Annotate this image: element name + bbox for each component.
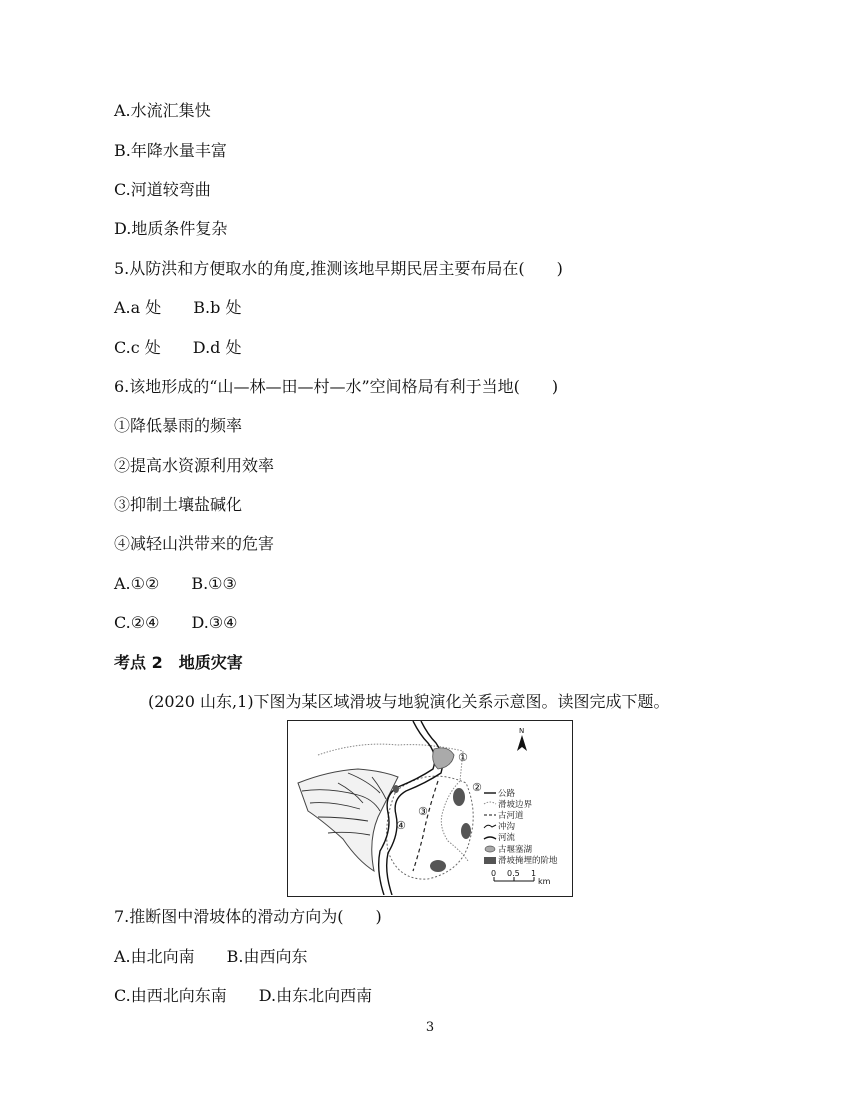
page-number: 3 [425, 1020, 435, 1035]
north-arrow-icon [517, 727, 527, 751]
q6-item-2: ②提高水资源利用效率 [114, 456, 275, 475]
q6-item-3: ③抑制土壤盐碱化 [114, 495, 243, 514]
dammed-lake [433, 748, 454, 769]
q6-item-4: ④减轻山洪带来的危害 [114, 534, 275, 553]
marker-4: ④ [396, 819, 406, 832]
q7-options-cd: C.由西北向东南 D.由东北向西南 [114, 986, 373, 1005]
legend-dammed-lake: 古堰塞湖 [498, 845, 533, 855]
legend-road: 公路 [498, 789, 516, 799]
q4-option-a: A.水流汇集快 [114, 101, 211, 120]
legend-ancient-channel: 古河道 [498, 811, 524, 821]
q7-stem: 7.推断图中滑坡体的滑动方向为( ) [114, 907, 382, 926]
svg-text:0: 0 [491, 869, 497, 878]
q6-item-1: ①降低暴雨的频率 [114, 416, 243, 435]
q4-option-b: B.年降水量丰富 [114, 141, 227, 160]
material-intro: (2020 山东,1)下图为某区域滑坡与地貌演化关系示意图。读图完成下题。 [148, 692, 670, 711]
marker-3: ③ [418, 805, 428, 818]
map-legend [484, 788, 558, 866]
legend-gully: 冲沟 [498, 822, 516, 832]
landslide-map-figure [287, 720, 573, 897]
svg-text:N: N [519, 727, 525, 735]
landslide-map [288, 721, 571, 895]
q7-options-ab: A.由北向南 B.由西向东 [114, 947, 308, 966]
marker-1: ① [458, 751, 468, 764]
mountain-area [298, 769, 398, 871]
q5-options-ab: A.a 处 B.b 处 [114, 298, 242, 317]
q5-stem: 5.从防洪和方便取水的角度,推测该地早期民居主要布局在( ) [114, 259, 563, 278]
q4-option-d: D.地质条件复杂 [114, 219, 228, 238]
svg-text:1: 1 [531, 869, 537, 878]
scale-bar [491, 869, 551, 886]
legend-landslide-boundary: 滑坡边界 [498, 800, 533, 810]
q6-options-cd: C.②④ D.③④ [114, 613, 238, 632]
ancient-river-channel [413, 781, 438, 871]
section-heading: 考点 2 地质灾害 [114, 653, 243, 672]
q5-options-cd: C.c 处 D.d 处 [114, 338, 242, 357]
marker-2: ② [472, 781, 482, 794]
legend-river: 河流 [498, 833, 516, 843]
svg-text:km: km [538, 877, 551, 886]
q6-stem: 6.该地形成的“山—林—田—村—水”空间格局有利于当地( ) [114, 377, 559, 396]
svg-text:0.5: 0.5 [507, 869, 520, 878]
q6-options-ab: A.①② B.①③ [114, 574, 237, 593]
q4-option-c: C.河道较弯曲 [114, 180, 211, 199]
legend-buried-terrace: 滑坡掩埋的阶地 [498, 856, 558, 866]
